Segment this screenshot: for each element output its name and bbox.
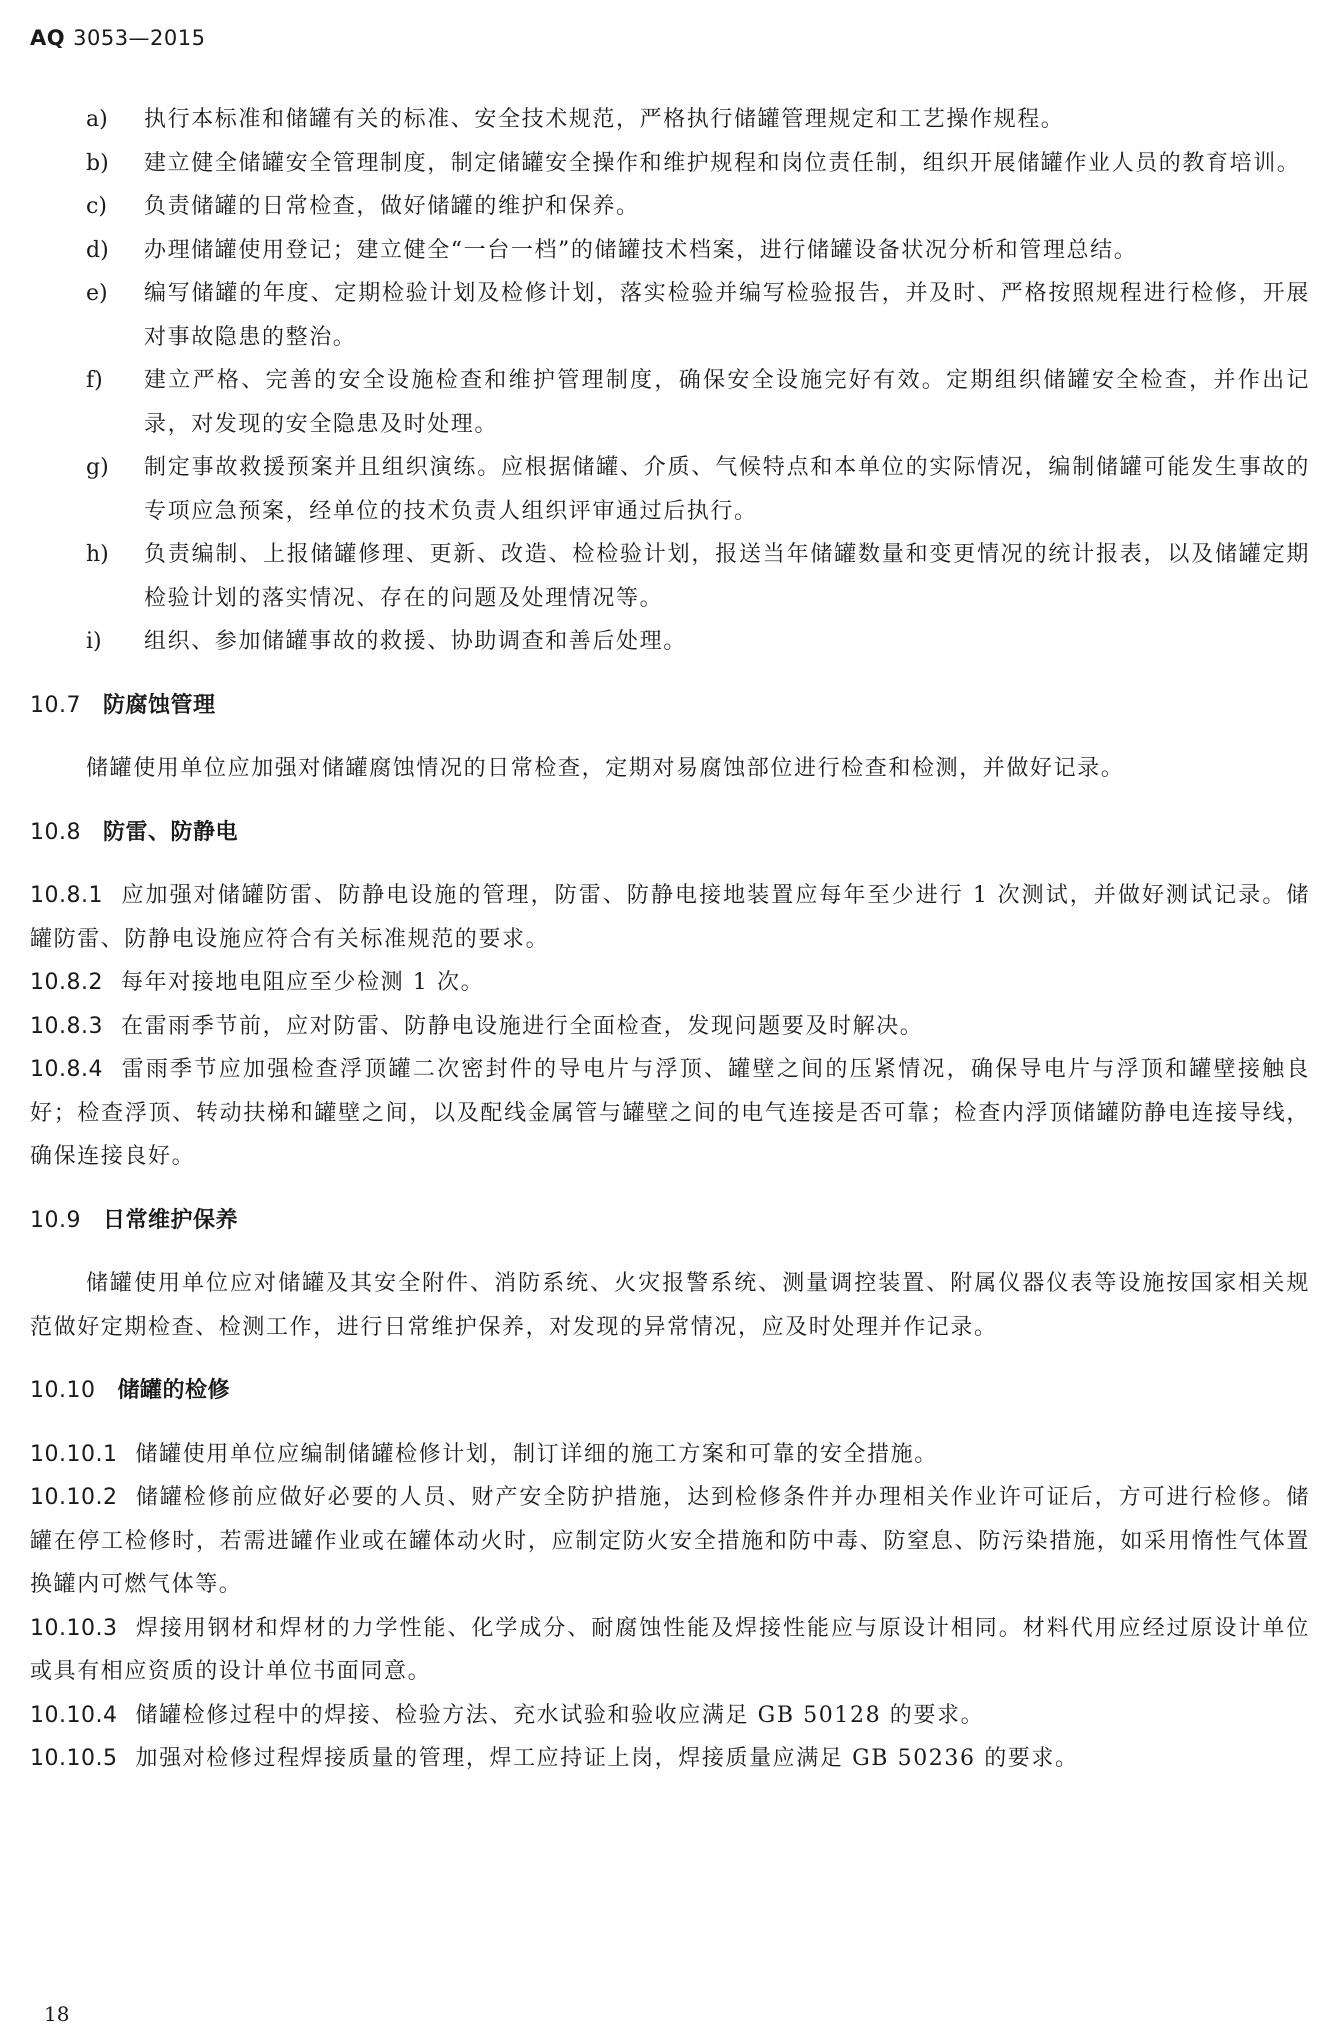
clause-10-10-3 xyxy=(30,1607,1310,1694)
clause-number: 10.10.3 xyxy=(30,1615,118,1641)
section-number: 10.9 xyxy=(30,1207,81,1233)
list-item-marker: g) xyxy=(86,455,109,480)
list-item-text: 执行本标准和储罐有关的标准、安全技术规范，严格执行储罐管理规定和工艺操作规程。 xyxy=(144,107,1065,132)
list-item xyxy=(30,620,1310,664)
list-item xyxy=(30,359,1310,446)
list-item-text: 办理储罐使用登记；建立健全“一台一档”的储罐技术档案，进行储罐设备状况分析和管理总结。 xyxy=(144,237,1138,263)
clause-number: 10.8.1 xyxy=(30,883,103,908)
clause-number: 10.10.4 xyxy=(30,1702,118,1728)
clause-text: 应加强对储罐防雷、防静电设施的管理，防雷、防静电接地装置应每年至少进行 1 次测试，并做好测试记录。储罐防雷、防静电设施应符合有关标准规范的要求。 xyxy=(30,883,1310,952)
list-item xyxy=(30,229,1310,273)
clause-number: 10.10.5 xyxy=(30,1746,118,1771)
clause-number: 10.10.1 xyxy=(30,1441,118,1467)
list-item-marker: h) xyxy=(86,542,109,567)
list-item-marker: d) xyxy=(86,237,109,263)
list-item-text: 建立健全储罐安全管理制度，制定储罐安全操作和维护规程和岗位责任制，组织开展储罐作业人员的教育培训。 xyxy=(144,150,1301,176)
clause-10-10-2 xyxy=(30,1476,1310,1607)
standard-code-header xyxy=(30,26,206,50)
list-item xyxy=(30,98,1310,142)
clause-10-8-1 xyxy=(30,874,1310,961)
clause-text: 雷雨季节应加强检查浮顶罐二次密封件的导电片与浮顶、罐壁之间的压紧情况，确保导电片与浮顶和罐壁接触良好；检查浮顶、转动扶梯和罐壁之间，以及配线金属管与罐壁之间的电气连接是否可靠；检查内浮顶储罐防静电连接导线，确保连接良好。 xyxy=(30,1057,1310,1169)
section-paragraph: 储罐使用单位应对储罐及其安全附件、消防系统、火灾报警系统、测量调控装置、附属仪器仪表等设施按国家相关规范做好定期检查、检测工作，进行日常维护保养，对发现的异常情况，应及时处理并作记录。 xyxy=(30,1271,1310,1340)
clause-number: 10.8.4 xyxy=(30,1057,103,1082)
clause-number: 10.8.2 xyxy=(30,970,103,995)
list-item-text: 组织、参加储罐事故的救援、协助调查和善后处理。 xyxy=(144,629,687,654)
list-item-marker: a) xyxy=(86,107,108,132)
section-number: 10.10 xyxy=(30,1378,96,1403)
clause-10-10-1 xyxy=(30,1433,1310,1477)
clause-text: 加强对检修过程焊接质量的管理，焊工应持证上岗，焊接质量应满足 GB 50236 的要求。 xyxy=(135,1746,1079,1771)
clause-text: 每年对接地电阻应至少检测 1 次。 xyxy=(120,970,485,995)
page-number: 18 xyxy=(44,2002,70,2026)
section-paragraph: 储罐使用单位应加强对储罐腐蚀情况的日常检查，定期对易腐蚀部位进行检查和检测，并做好记录。 xyxy=(86,756,1125,781)
list-item xyxy=(30,446,1310,533)
standard-code-prefix: AQ xyxy=(30,26,66,50)
clause-10-10-4 xyxy=(30,1694,1310,1738)
standard-code-number: 3053—2015 xyxy=(73,26,206,50)
section-number: 10.7 xyxy=(30,692,81,718)
clause-number: 10.10.2 xyxy=(30,1485,118,1510)
list-item-marker: c) xyxy=(86,194,107,219)
section-title: 储罐的检修 xyxy=(117,1378,230,1403)
section-title: 防雷、防静电 xyxy=(102,819,238,845)
clause-text: 在雷雨季节前，应对防雷、防静电设施进行全面检查，发现问题要及时解决。 xyxy=(120,1013,924,1039)
section-title: 防腐蚀管理 xyxy=(102,692,216,718)
clause-number: 10.8.3 xyxy=(30,1013,103,1039)
list-item-text: 建立严格、完善的安全设施检查和维护管理制度，确保安全设施完好有效。定期组织储罐安全检查，并作出记录，对发现的安全隐患及时处理。 xyxy=(144,368,1310,437)
clause-text: 储罐检修过程中的焊接、检验方法、充水试验和验收应满足 GB 50128 的要求。 xyxy=(135,1702,985,1728)
list-item-marker: i) xyxy=(86,629,102,654)
list-item-marker: e) xyxy=(86,281,108,306)
document-body xyxy=(30,98,1310,1781)
list-item-text: 负责编制、上报储罐修理、更新、改造、检检验计划，报送当年储罐数量和变更情况的统计报表，以及储罐定期检验计划的落实情况、存在的问题及处理情况等。 xyxy=(144,542,1310,611)
clause-text: 焊接用钢材和焊材的力学性能、化学成分、耐腐蚀性能及焊接性能应与原设计相同。材料代用应经过原设计单位或具有相应资质的设计单位书面同意。 xyxy=(30,1615,1310,1684)
clause-text: 储罐使用单位应编制储罐检修计划，制订详细的施工方案和可靠的安全措施。 xyxy=(135,1441,938,1467)
clause-10-8-2 xyxy=(30,961,1310,1005)
list-item xyxy=(30,272,1310,359)
list-item xyxy=(30,142,1310,186)
clause-10-8-4 xyxy=(30,1048,1310,1179)
list-item xyxy=(30,185,1310,229)
responsibility-list xyxy=(30,98,1310,664)
clause-10-10-5 xyxy=(30,1737,1310,1781)
section-heading-10-8 xyxy=(30,811,1310,855)
list-item-marker: b) xyxy=(86,150,109,176)
list-item-text: 制定事故救援预案并且组织演练。应根据储罐、介质、气候特点和本单位的实际情况，编制储罐可能发生事故的专项应急预案，经单位的技术负责人组织评审通过后执行。 xyxy=(144,455,1310,524)
section-heading-10-9 xyxy=(30,1199,1310,1243)
clause-10-8-3 xyxy=(30,1005,1310,1049)
section-heading-10-7 xyxy=(30,684,1310,728)
list-item xyxy=(30,533,1310,620)
clause-text: 储罐检修前应做好必要的人员、财产安全防护措施，达到检修条件并办理相关作业许可证后，方可进行检修。储罐在停工检修时，若需进罐作业或在罐体动火时，应制定防火安全措施和防中毒、防窒息、防污染措施，如采用惰性气体置换罐内可燃气体等。 xyxy=(30,1485,1310,1597)
list-item-text: 编写储罐的年度、定期检验计划及检修计划，落实检验并编写检验报告，并及时、严格按照规程进行检修，开展对事故隐患的整治。 xyxy=(144,281,1310,350)
list-item-marker: f) xyxy=(86,368,103,393)
section-number: 10.8 xyxy=(30,819,81,845)
section-title: 日常维护保养 xyxy=(102,1207,238,1233)
list-item-text: 负责储罐的日常检查，做好储罐的维护和保养。 xyxy=(144,194,640,219)
section-heading-10-10 xyxy=(30,1369,1310,1413)
